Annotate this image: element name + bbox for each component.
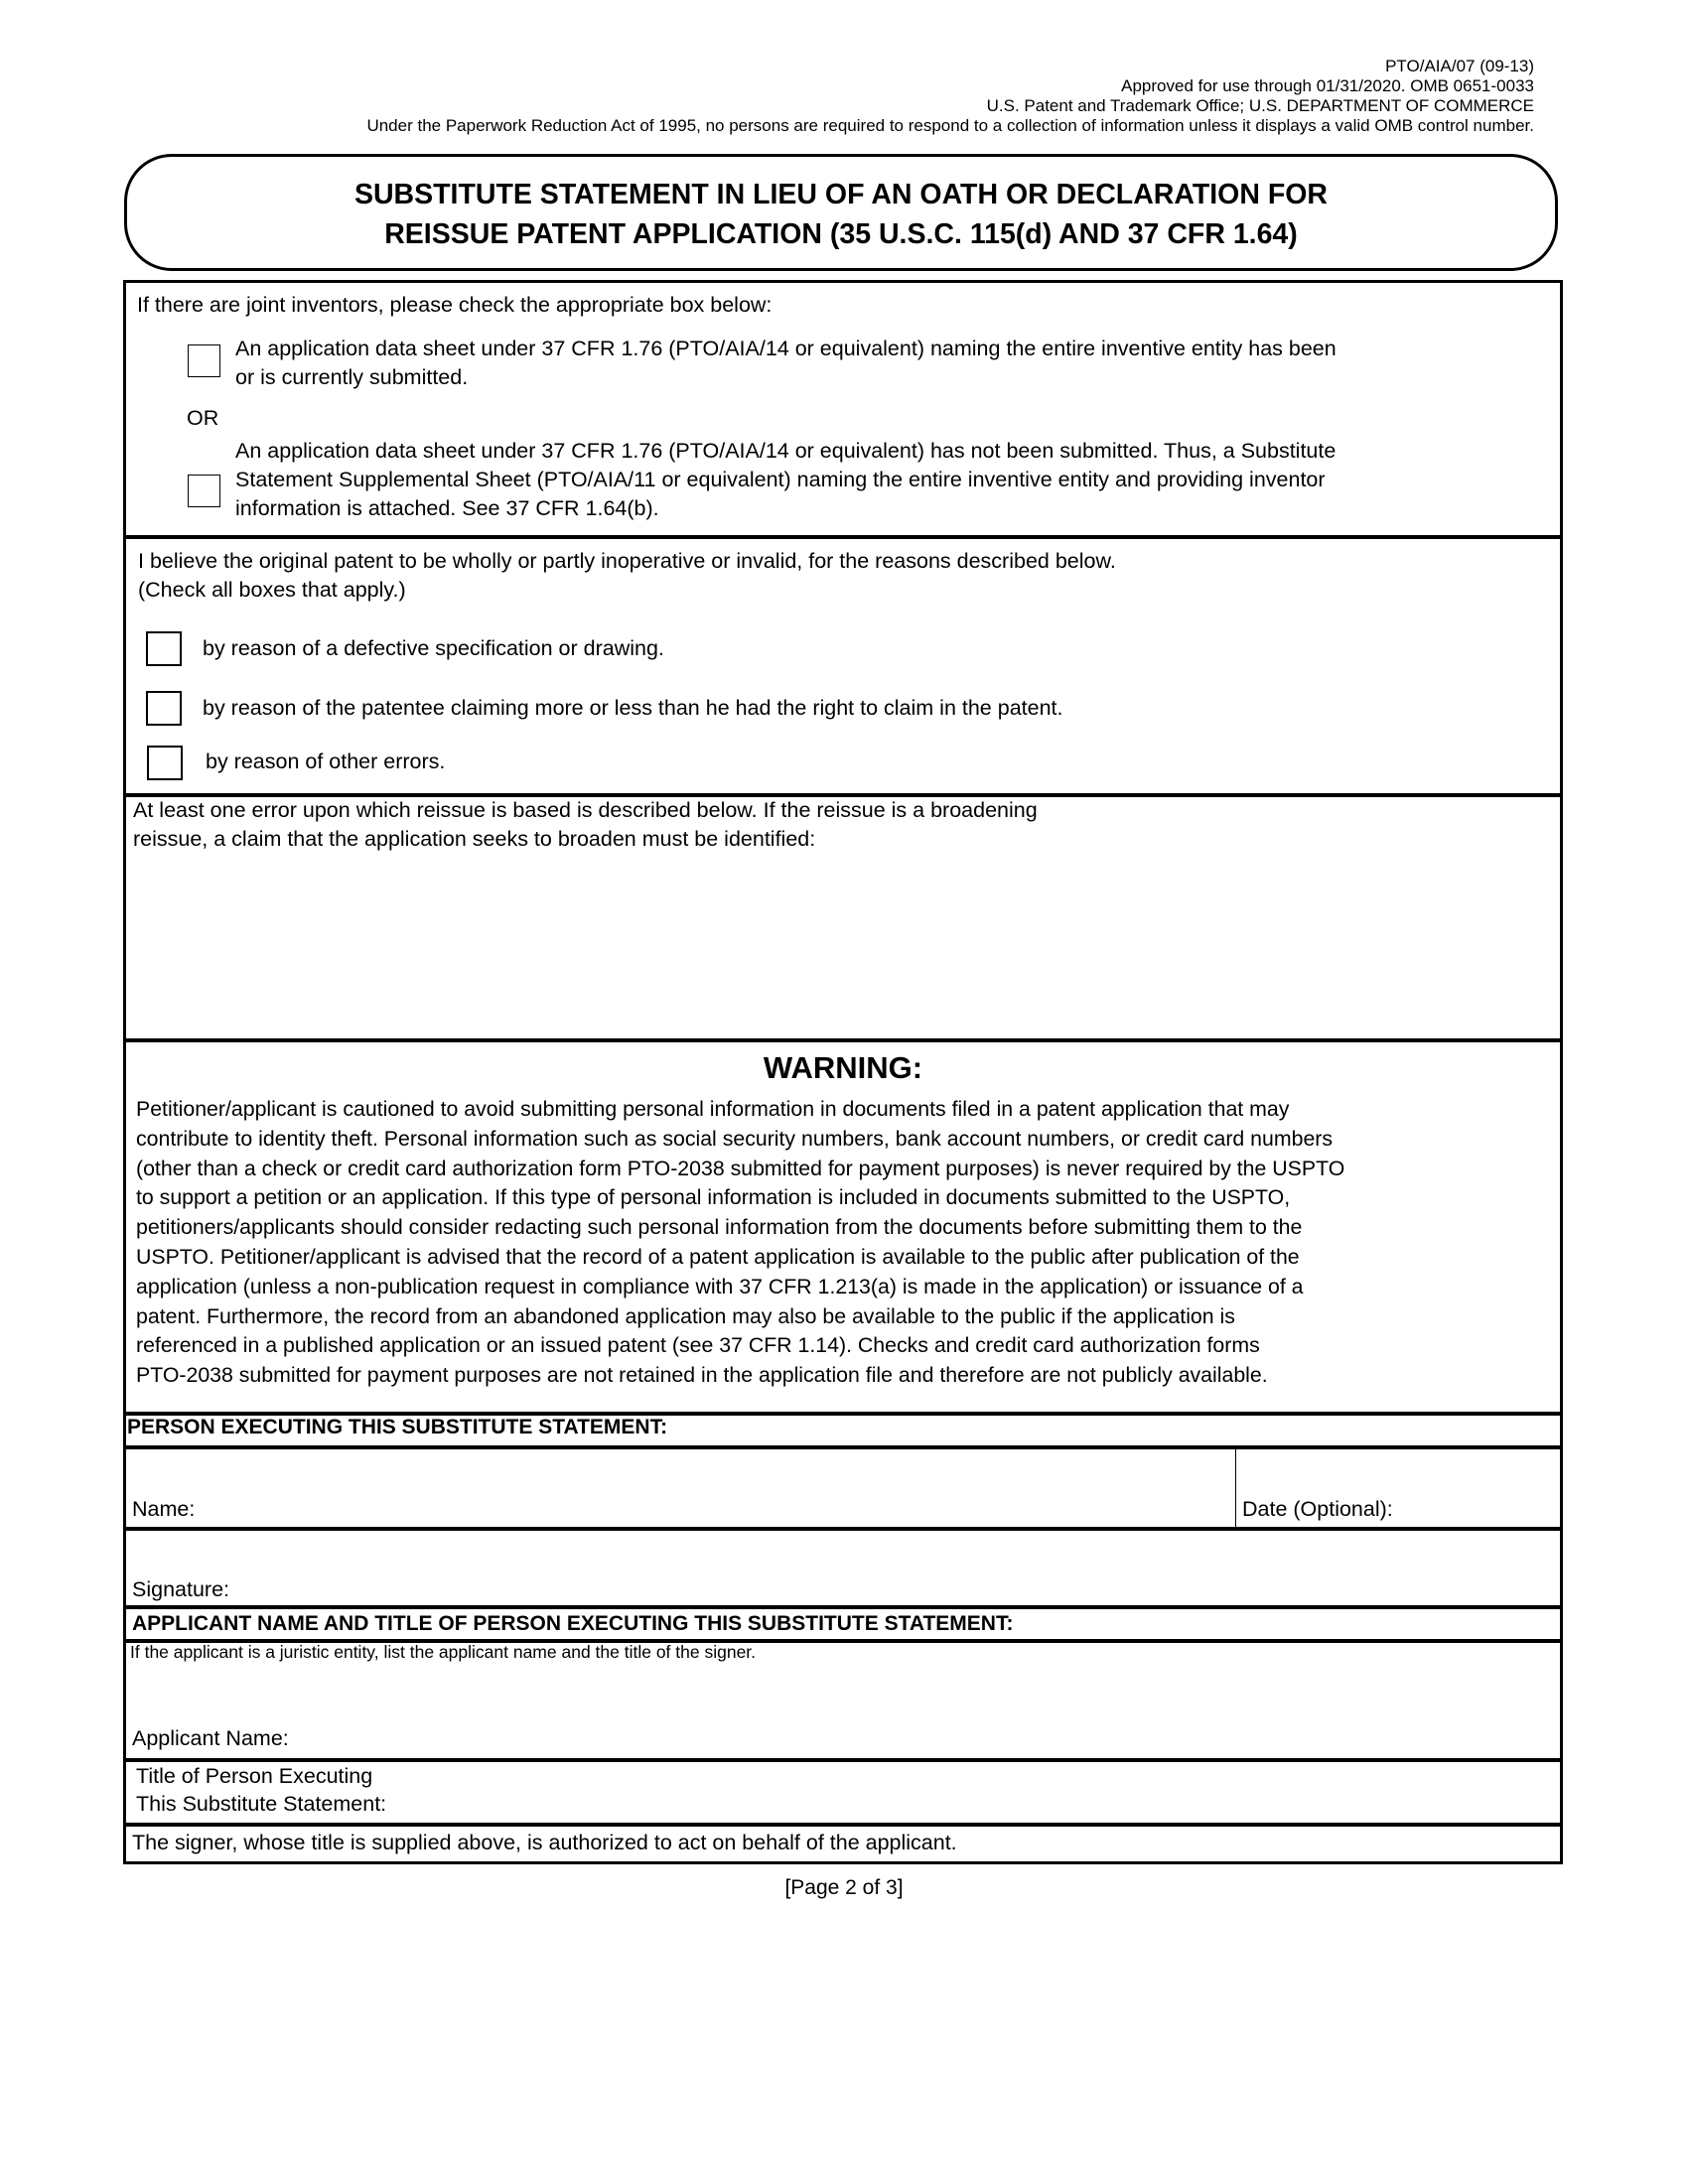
warning-line: referenced in a published application or an issued patent (see 37 CFR 1.14). Checks and credit card authorization forms: [136, 1333, 1260, 1358]
error-description-line-1: At least one error upon which reissue is based is described below. If the reissue is a broadening: [133, 798, 1038, 822]
title-of-person-input[interactable]: [444, 1784, 1550, 1822]
applicant-name-input[interactable]: [132, 1669, 1546, 1720]
applicant-instruction: If the applicant is a juristic entity, list the applicant name and the title of the signer.: [130, 1642, 757, 1662]
error-description-input[interactable]: [133, 861, 1547, 1033]
person-executing-heading: PERSON EXECUTING THIS SUBSTITUTE STATEMENT:: [127, 1416, 668, 1438]
warning-line: to support a petition or an application. If this type of personal information is included in documents submitted to the USPTO,: [136, 1185, 1291, 1210]
form-body: [123, 280, 1563, 1864]
name-input[interactable]: [206, 1459, 1232, 1521]
form-title-line-2: REISSUE PATENT APPLICATION (35 U.S.C. 115(d) AND 37 CFR 1.64): [384, 218, 1298, 250]
applicant-name-label: Applicant Name:: [132, 1726, 289, 1750]
ads-submitted-line-1: An application data sheet under 37 CFR 1.76 (PTO/AIA/14 or equivalent) naming the entire inventive entity has been: [235, 337, 1336, 360]
checkbox-defective-specification[interactable]: [146, 631, 182, 666]
divider: [126, 1527, 1560, 1531]
warning-line: (other than a check or credit card authorization form PTO-2038 submitted for payment purposes) is never required by the USPTO: [136, 1156, 1345, 1180]
title-of-person-label-line-1: Title of Person Executing: [136, 1764, 373, 1788]
joint-inventors-section: [126, 283, 1560, 537]
reason-other-errors: by reason of other errors.: [206, 750, 446, 773]
checkbox-ads-not-submitted[interactable]: [188, 475, 220, 507]
joint-inventors-prompt: If there are joint inventors, please check the appropriate box below:: [137, 293, 773, 317]
warning-section: [126, 1042, 1560, 1404]
warning-line: patent. Furthermore, the record from an abandoned application may also be available to the public if the application is: [136, 1303, 1235, 1328]
or-label: OR: [187, 406, 219, 430]
error-description-section: [126, 797, 1560, 1039]
warning-line: PTO-2038 submitted for payment purposes are not retained in the application file and therefore are not publicly available.: [136, 1363, 1268, 1388]
checkbox-ads-submitted[interactable]: [188, 344, 220, 377]
checkbox-other-errors[interactable]: [147, 746, 183, 780]
ads-not-submitted-line-3: information is attached. See 37 CFR 1.64(b).: [235, 496, 659, 520]
signature-input[interactable]: [245, 1536, 1550, 1597]
name-label: Name:: [132, 1497, 196, 1521]
authorization-statement: The signer, whose title is supplied above, is authorized to act on behalf of the applicant.: [132, 1831, 957, 1854]
ads-not-submitted-line-2: Statement Supplemental Sheet (PTO/AIA/11 or equivalent) naming the entire inventive entity and providing inventor: [235, 468, 1326, 491]
page-number: [Page 2 of 3]: [784, 1876, 904, 1899]
divider: [126, 1445, 1560, 1449]
form-title-line-1: SUBSTITUTE STATEMENT IN LIEU OF AN OATH OR DECLARATION FOR: [353, 179, 1329, 210]
checkbox-claiming-more-or-less[interactable]: [146, 691, 182, 726]
form-number: PTO/AIA/07 (09-13): [1385, 57, 1534, 75]
date-column-divider: [1235, 1449, 1236, 1528]
date-label: Date (Optional):: [1242, 1497, 1393, 1521]
reason-defective-specification: by reason of a defective specification or drawing.: [203, 636, 664, 660]
ads-not-submitted-line-1: An application data sheet under 37 CFR 1.76 (PTO/AIA/14 or equivalent) has not been submitted. Thus, a Substitute: [235, 439, 1336, 463]
date-input[interactable]: [1242, 1456, 1554, 1496]
reason-claiming-more-or-less: by reason of the patentee claiming more or less than he had the right to claim in the patent.: [203, 696, 1063, 720]
signature-label: Signature:: [132, 1577, 230, 1601]
agency-name: U.S. Patent and Trademark Office; U.S. DEPARTMENT OF COMMERCE: [986, 96, 1534, 115]
form-title-box: [124, 154, 1558, 271]
title-of-person-label-line-2: This Substitute Statement:: [136, 1792, 387, 1816]
reasons-intro-line-1: I believe the original patent to be wholly or partly inoperative or invalid, for the reasons described below.: [138, 549, 1116, 573]
warning-line: application (unless a non-publication request in compliance with 37 CFR 1.213(a) is made in the application) or issuance of a: [136, 1274, 1304, 1298]
error-description-line-2: reissue, a claim that the application seeks to broaden must be identified:: [133, 827, 816, 851]
divider: [126, 1823, 1560, 1827]
omb-approval: Approved for use through 01/31/2020. OMB 0651-0033: [1121, 76, 1534, 95]
applicant-heading: APPLICANT NAME AND TITLE OF PERSON EXECUTING THIS SUBSTITUTE STATEMENT:: [132, 1612, 1014, 1635]
ads-submitted-line-2: or is currently submitted.: [235, 365, 469, 389]
reasons-section: [126, 539, 1560, 795]
paperwork-notice: Under the Paperwork Reduction Act of 1995, no persons are required to respond to a collection of information unless it displays a valid OMB control number.: [366, 116, 1534, 135]
warning-body: [136, 1095, 1556, 1391]
warning-line: contribute to identity theft. Personal information such as social security numbers, bank account numbers, or credit card numbers: [136, 1126, 1334, 1151]
reasons-intro-line-2: (Check all boxes that apply.): [138, 578, 406, 602]
warning-line: Petitioner/applicant is cautioned to avoid submitting personal information in documents filed in a patent application that may: [136, 1097, 1290, 1121]
warning-line: USPTO. Petitioner/applicant is advised that the record of a patent application is available to the public after publication of the: [136, 1244, 1300, 1269]
warning-title: WARNING:: [763, 1050, 923, 1085]
warning-line: petitioners/applicants should consider redacting such personal information from the documents before submitting them to the: [136, 1215, 1303, 1240]
